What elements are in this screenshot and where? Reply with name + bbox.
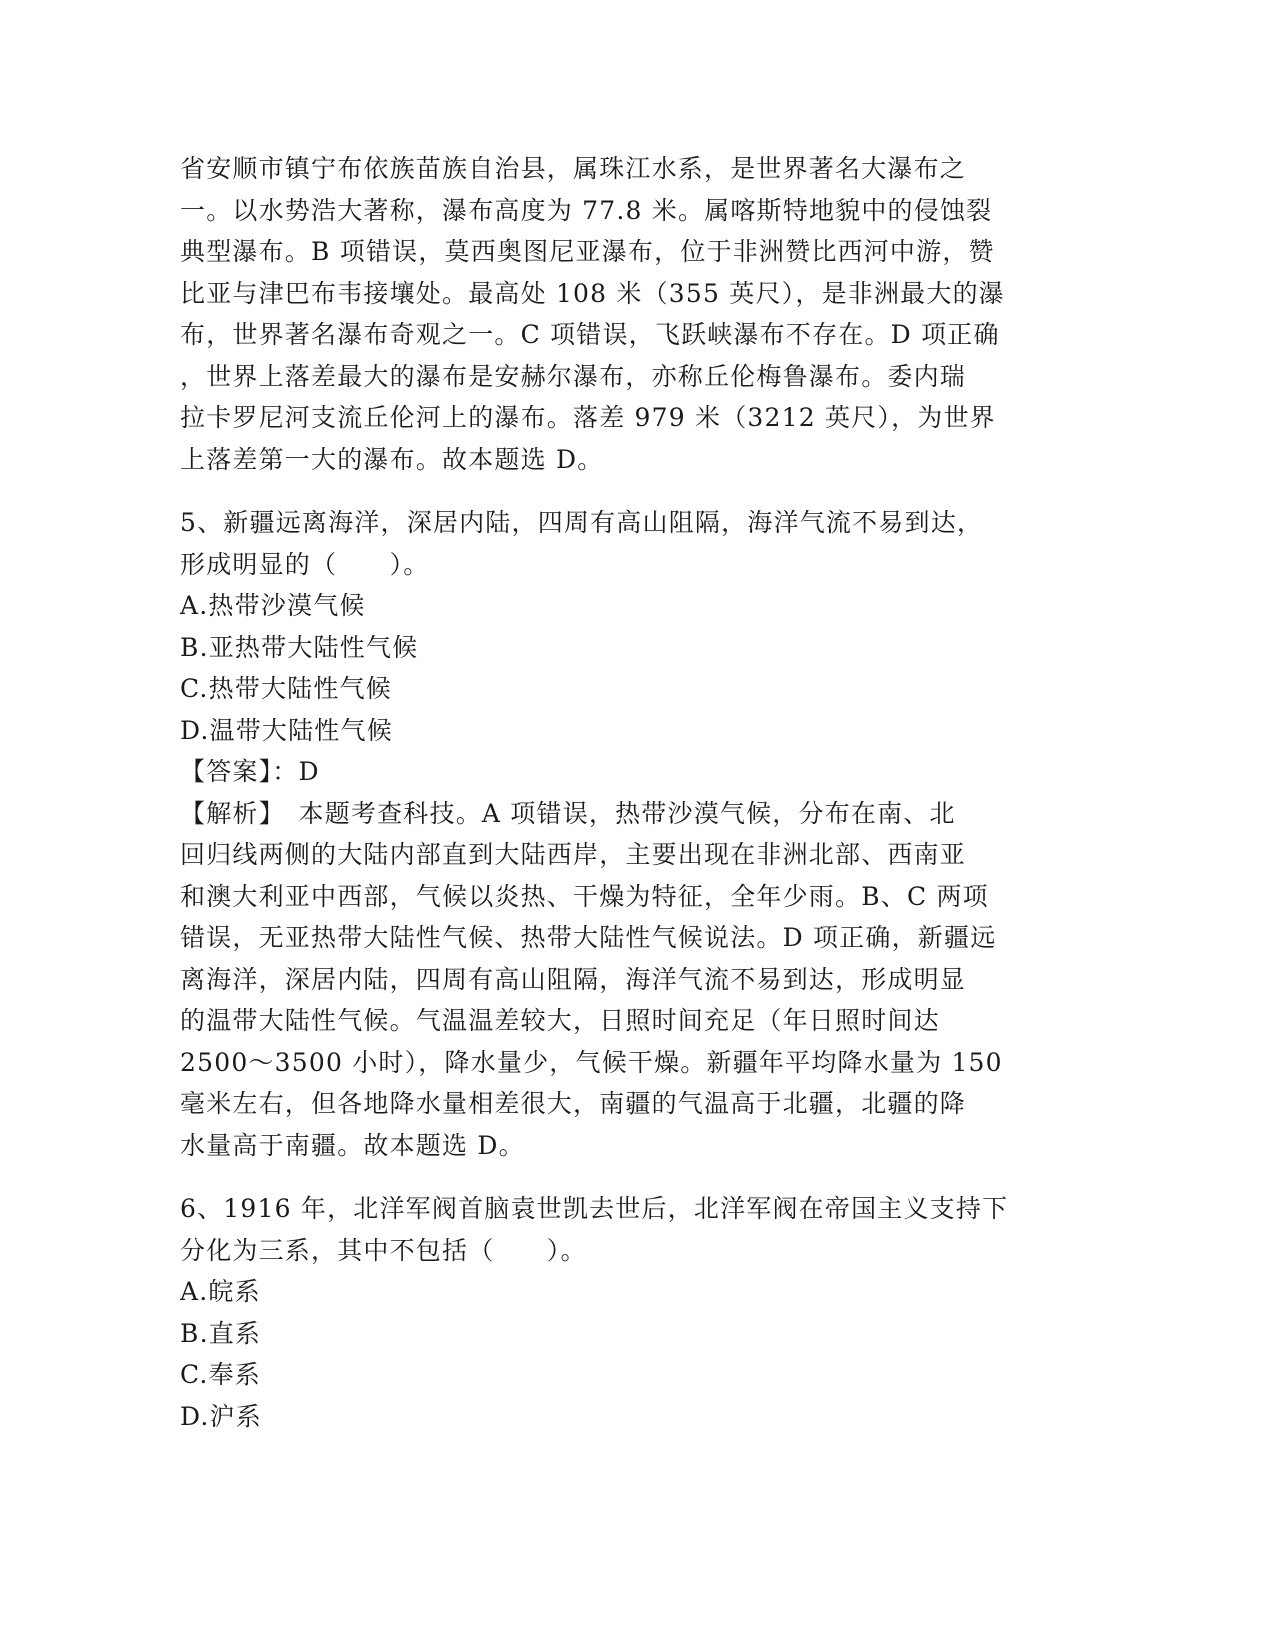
text-line: 拉卡罗尼河支流丘伦河上的瀑布。落差 979 米（3212 英尺），为世界 (180, 403, 996, 432)
option-b: B.直系 (180, 1318, 262, 1348)
question-5 (180, 502, 1040, 1166)
question-stem: 分化为三系，其中不包括（ ）。 (180, 1235, 587, 1265)
explanation-line: 【解析】 本题考查科技。A 项错误，热带沙漠气候，分布在南、北 (180, 798, 956, 828)
text-line: 省安顺市镇宁布依族苗族自治县，属珠江水系，是世界著名大瀑布之 (180, 154, 967, 183)
text-line: 上落差第一大的瀑布。故本题选 D。 (180, 444, 604, 474)
spacer (180, 1166, 1040, 1188)
explanation-line: 和澳大利亚中西部，气候以炎热、干燥为特征，全年少雨。B、C 两项 (180, 881, 989, 911)
option-d: D.沪系 (180, 1401, 262, 1431)
text-line: 典型瀑布。B 项错误，莫西奥图尼亚瀑布，位于非洲赞比西河中游，赞 (180, 237, 995, 266)
explanation-line: 2500～3500 小时），降水量少，气候干燥。新疆年平均降水量为 150 (180, 1047, 1003, 1077)
explanation-line: 的温带大陆性气候。气温温差较大，日照时间充足（年日照时间达 (180, 1006, 940, 1035)
explanation-line: 错误，无亚热带大陆性气候、热带大陆性气候说法。D 项正确，新疆远 (180, 923, 997, 952)
option-c: C.奉系 (180, 1360, 261, 1389)
explanation-line: 毫米左右，但各地降水量相差很大，南疆的气温高于北疆，北疆的降 (180, 1089, 967, 1118)
text-line: 布，世界著名瀑布奇观之一。C 项错误，飞跃峡瀑布不存在。D 项正确 (180, 320, 1000, 349)
explanation-q4-continued (180, 148, 1040, 480)
option-c: C.热带大陆性气候 (180, 674, 392, 703)
text-line: 一。以水势浩大著称，瀑布高度为 77.8 米。属喀斯特地貌中的侵蚀裂 (180, 195, 993, 225)
text-line: ，世界上落差最大的瀑布是安赫尔瀑布，亦称丘伦梅鲁瀑布。委内瑞 (180, 361, 967, 391)
document-page (180, 148, 1040, 1437)
question-stem: 5、新疆远离海洋，深居内陆，四周有高山阻隔，海洋气流不易到达， (180, 508, 984, 537)
question-stem: 形成明显的（ ）。 (180, 549, 430, 579)
explanation-line: 回归线两侧的大陆内部直到大陆西岸，主要出现在非洲北部、西南亚 (180, 840, 967, 869)
question-stem: 6、1916 年，北洋军阀首脑袁世凯去世后，北洋军阀在帝国主义支持下 (180, 1194, 1009, 1223)
option-a: A.热带沙漠气候 (180, 591, 366, 620)
explanation-line: 水量高于南疆。故本题选 D。 (180, 1130, 525, 1160)
spacer (180, 480, 1040, 502)
answer-line: 【答案】：D (180, 757, 320, 786)
explanation-line: 离海洋，深居内陆，四周有高山阻隔，海洋气流不易到达，形成明显 (180, 964, 967, 994)
option-d: D.温带大陆性气候 (180, 715, 393, 745)
question-6 (180, 1188, 1040, 1437)
text-line: 比亚与津巴布韦接壤处。最高处 108 米（355 英尺），是非洲最大的瀑 (180, 278, 1005, 308)
option-b: B.亚热带大陆性气候 (180, 632, 419, 662)
option-a: A.皖系 (180, 1277, 261, 1306)
